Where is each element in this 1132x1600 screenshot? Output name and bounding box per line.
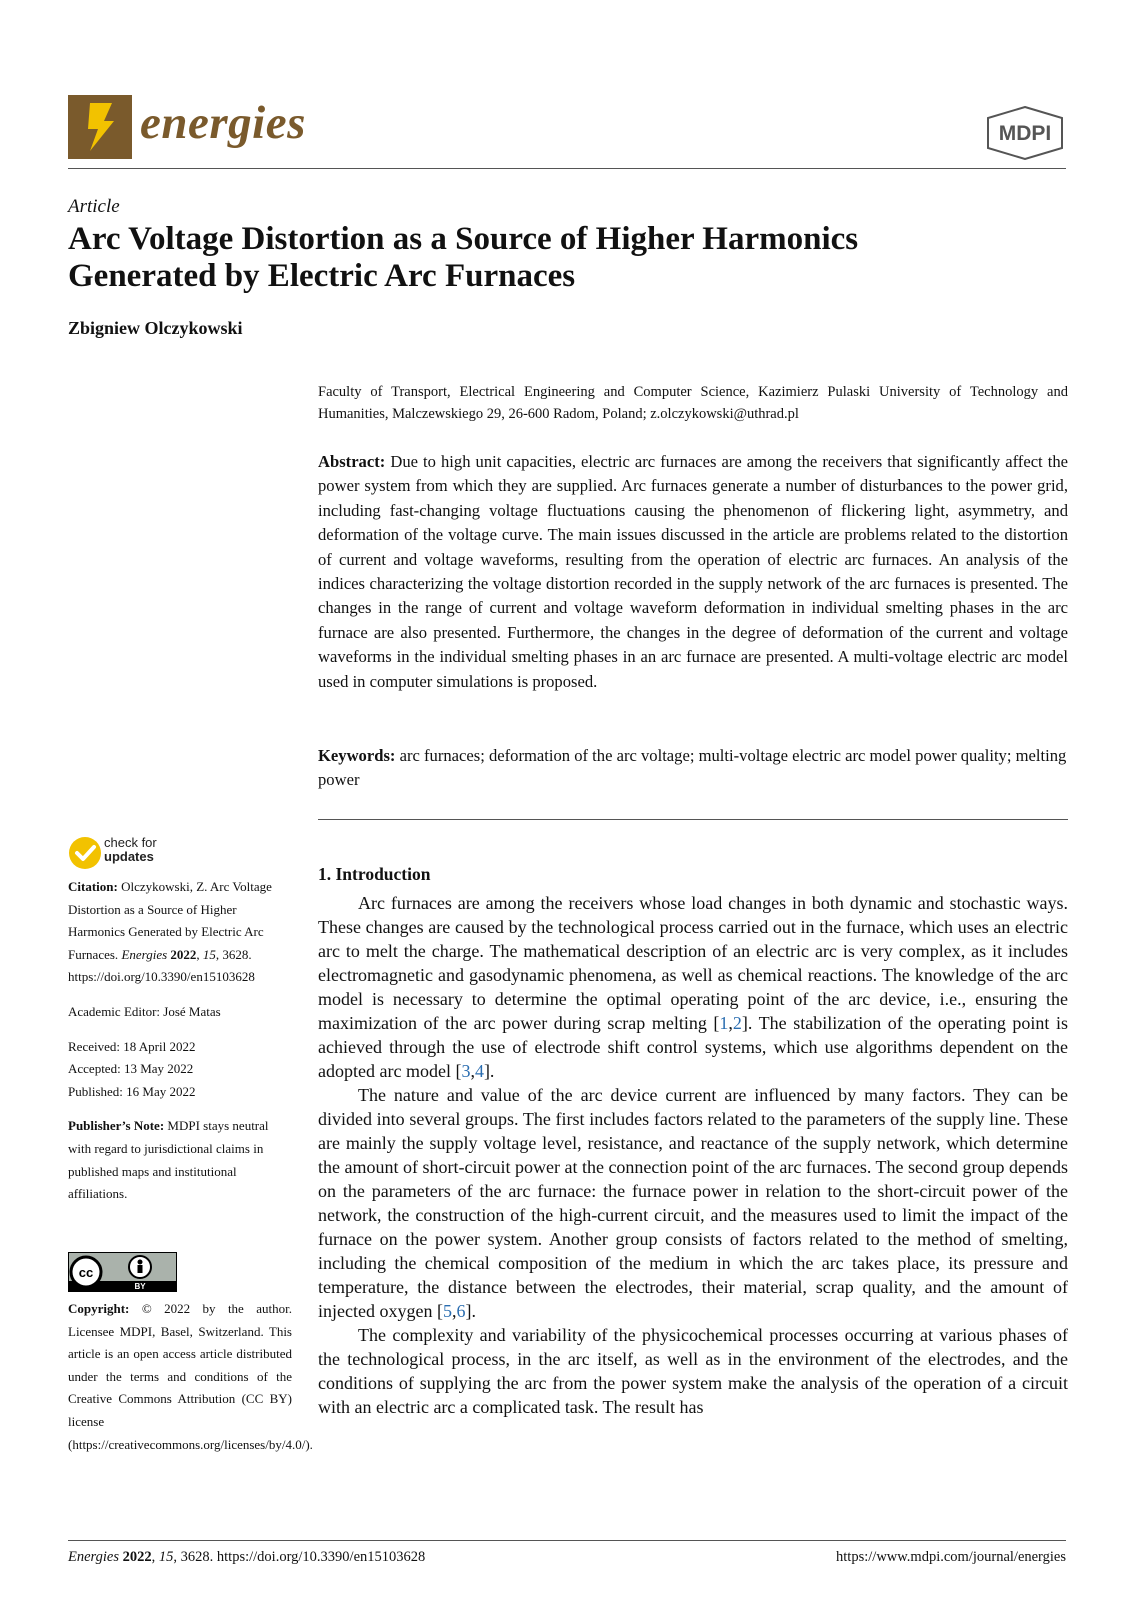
keywords-label: Keywords:	[318, 746, 396, 765]
reference-link[interactable]: 6	[456, 1301, 466, 1321]
reference-link[interactable]: 3	[461, 1061, 471, 1081]
abstract-divider	[318, 819, 1068, 820]
abstract-text: Due to high unit capacities, electric arc furnaces are among the receivers that significantly affect the power system from which they are supplied. Arc furnaces generate a number of disturbances to the power grid, including fast-changing voltage fluctuations causing the phenomenon of flickering light, asymmetry, and deformation of the voltage curve. The main issues discussed in the article are problems related to the distortion of current and voltage waveforms, resulting from the operation of electric arc furnaces. An analysis of the indices characterizing the voltage distortion recorded in the supply network of the arc furnaces is presented. The changes in the range of current and voltage waveform deformation in individual smelting phases in the arc furnace are also presented. Furthermore, the changes in the degree of deformation of the current and voltage waveforms in the individual smelting phases in an arc furnace are presented. A multi-voltage electric arc model used in computer simulations is proposed.	[318, 452, 1068, 691]
cc-by-license-icon[interactable]	[68, 1252, 177, 1292]
accepted-date: Accepted: 13 May 2022	[68, 1061, 194, 1077]
paragraph: The complexity and variability of the physicochemical processes occurring at various phases of the technological process, in the arc itself, as well as in the environment of the electrodes, and the conditions of supplying the arc from the power system make the analysis of the operation of a circuit with an electric arc a complicated task. The result has	[318, 1325, 1068, 1417]
journal-name: energies	[140, 97, 306, 149]
reference-link[interactable]: 4	[474, 1061, 484, 1081]
reference-link[interactable]: 5	[442, 1301, 452, 1321]
footer-journal-url[interactable]: https://www.mdpi.com/journal/energies	[836, 1549, 1066, 1565]
academic-editor: Academic Editor: José Matas	[68, 1003, 221, 1019]
svg-text:cc: cc	[78, 1265, 94, 1280]
affiliation: Faculty of Transport, Electrical Engineering and Computer Science, Kazimierz Pulaski University of Technology and Humanities, Malczewskiego 29, 26-600 Radom, Poland; z.olczykowski@uthrad.pl	[318, 384, 1068, 422]
mdpi-logo	[985, 106, 1065, 160]
paragraph: The nature and value of the arc device current are influenced by many factors. They can be divided into several groups. The first includes factors related to the parameters of the supply line. These are mainly the supply voltage level, resistance, and reactance of the supply network, which determine the amount of short-circuit power at the connection point of the arc furnaces. The second group depends on the parameters of the arc furnace: the furnace power in relation to the short-circuit power of the network, the construction of the high-current circuit, and the measures used to limit the impact of the furnace on the power system. Another group consists of factors related to the method of smelting, including the chemical composition of the medium in which the arc takes place, its pressure and temperature, the distance between the electrodes, their material, scrap quality, and the amount of injected oxygen [5,6].	[318, 1085, 1068, 1321]
check-for-updates-button[interactable]	[68, 836, 178, 872]
reference-link[interactable]: 2	[732, 1013, 742, 1033]
check-updates-icon	[68, 836, 102, 870]
journal-logo-icon	[68, 95, 132, 159]
title-line-2: Generated by Electric Arc Furnaces	[68, 258, 576, 294]
citation: Citation: Olczykowski, Z. Arc Voltage Distortion as a Source of Higher Harmonics Generated by Electric Arc Furnaces. Energies 2022, 15, 3628. https://doi.org/10.3390/en15103628	[68, 879, 272, 985]
svg-text:BY: BY	[134, 1282, 146, 1291]
check-updates-line1: check for	[104, 835, 157, 850]
body-text	[318, 891, 1068, 1419]
section-heading: 1. Introduction	[318, 864, 431, 884]
header-divider	[68, 168, 1066, 169]
article-title	[68, 221, 1058, 295]
title-line-1: Arc Voltage Distortion as a Source of Higher Harmonics	[68, 221, 859, 257]
footer-divider	[68, 1540, 1066, 1541]
sidebar	[68, 876, 292, 1218]
abstract-label: Abstract:	[318, 452, 386, 471]
check-updates-line2: updates	[104, 849, 154, 864]
author-name: Zbigniew Olczykowski	[68, 318, 243, 338]
keywords-text: arc furnaces; deformation of the arc voltage; multi-voltage electric arc model power quality; melting power	[318, 746, 1067, 790]
keywords	[318, 744, 1068, 793]
reference-link[interactable]: 1	[719, 1013, 729, 1033]
paragraph: Arc furnaces are among the receivers whose load changes in both dynamic and stochastic ways. These changes are caused by the technological process carried out in the furnace, which uses an electric arc to melt the charge. The mathematical description of an electric arc is very complex, as it includes electromagnetic and gasodynamic phenomena, as well as chemical reactions. The knowledge of the arc model is necessary to determine the optimal operating point of the arc device, i.e., ensuring the maximization of the arc power during scrap melting [1,2]. The stabilization of the operating point is achieved through the use of electrode shift control systems, which use algorithms dependent on the adopted arc model [3,4].	[318, 893, 1068, 1081]
publishers-note: Publisher’s Note: MDPI stays neutral with regard to jurisdictional claims in published maps and institutional affiliations.	[68, 1118, 269, 1202]
published-date: Published: 16 May 2022	[68, 1083, 196, 1099]
abstract	[318, 450, 1068, 694]
article-type: Article	[68, 196, 120, 217]
mdpi-logo-text: MDPI	[998, 122, 1052, 145]
lightning-icon	[68, 95, 132, 159]
received-date: Received: 18 April 2022	[68, 1038, 196, 1054]
copyright: Copyright: © 2022 by the author. Licensee MDPI, Basel, Switzerland. This article is an open access article distributed under the terms and conditions of the Creative Commons Attribution (CC BY) license (https://creativecommons.org/licenses/by/4.0/).	[68, 1301, 313, 1452]
footer-citation: Energies 2022, 15, 3628. https://doi.org/10.3390/en15103628	[68, 1549, 426, 1565]
